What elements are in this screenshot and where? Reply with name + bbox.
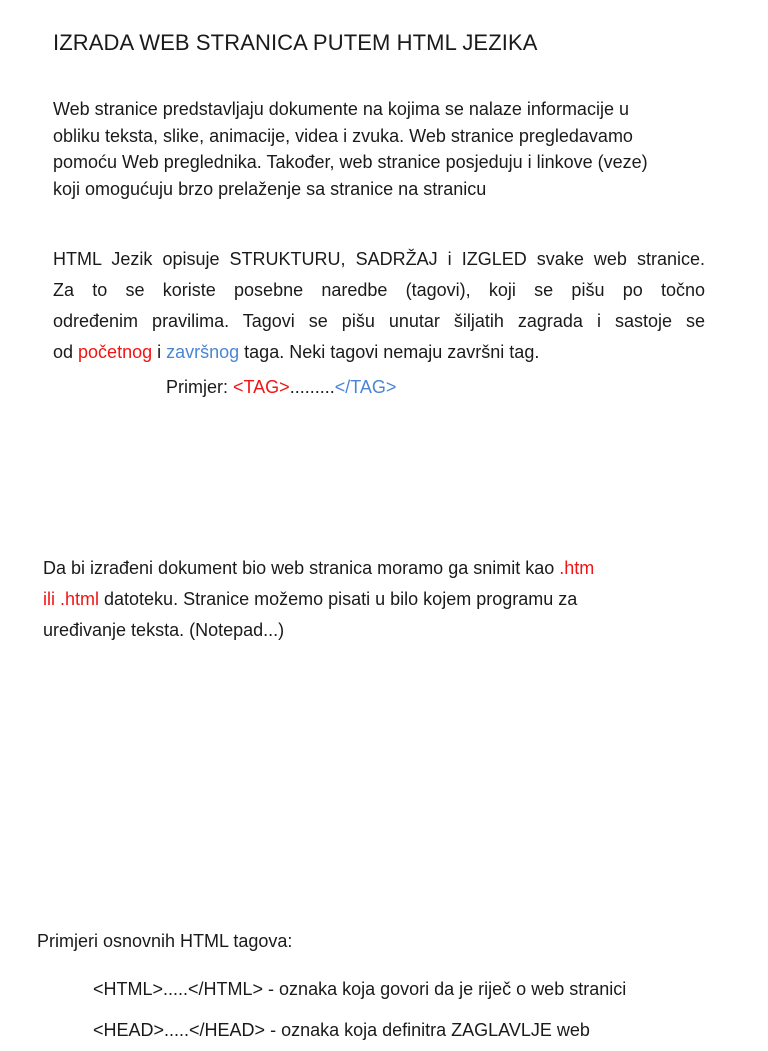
- text-fragment: Da bi izrađeni dokument bio web stranica moramo ga snimit kao: [43, 558, 560, 578]
- tag-example: [166, 377, 396, 398]
- example-dots: .........: [289, 377, 335, 397]
- html-description-line: Za to se koriste posebne naredbe (tagovi), koji se pišu po točno: [53, 280, 705, 300]
- file-extension: ili .html: [43, 589, 100, 609]
- html-description-line: HTML Jezik opisuje STRUKTURU, SADRŽAJ i IZGLED svake web stranice.: [53, 249, 705, 269]
- save-line: [43, 553, 733, 584]
- save-line: uređivanje teksta. (Notepad...): [43, 620, 285, 640]
- intro-line: pomoću Web preglednika. Također, web stranice posjeduju i linkove (veze): [53, 152, 648, 172]
- html-description-paragraph: [53, 244, 705, 368]
- tags-heading: Primjeri osnovnih HTML tagova:: [37, 931, 293, 951]
- save-line: [43, 584, 733, 615]
- page-title: IZRADA WEB STRANICA PUTEM HTML JEZIKA: [53, 30, 538, 55]
- list-item: <HTML>.....</HTML> - oznaka koja govori da je riječ o web stranici: [93, 979, 627, 999]
- intro-line: koji omogućuju brzo prelaženje sa stranice na stranicu: [53, 178, 487, 199]
- file-extension: .htm: [559, 558, 595, 578]
- example-label: Primjer:: [166, 377, 233, 397]
- example-close-tag: </TAG>: [334, 377, 397, 397]
- text-fragment: i: [152, 342, 167, 362]
- save-paragraph: [43, 553, 733, 646]
- html-description-line: [53, 337, 705, 368]
- intro-line: obliku teksta, slike, animacije, videa i zvuka. Web stranice pregledavamo: [53, 125, 633, 146]
- text-fragment: datoteku. Stranice možemo pisati u bilo kojem programu za: [99, 589, 578, 609]
- intro-paragraph: [53, 96, 743, 202]
- start-tag-word: početnog: [78, 342, 153, 362]
- example-open-tag: <TAG>: [233, 377, 290, 397]
- html-description-line: određenim pravilima. Tagovi se pišu unutar šiljatih zagrada i sastoje se: [53, 311, 705, 331]
- end-tag-word: završnog: [166, 342, 240, 362]
- tag-examples-list: [93, 969, 626, 1051]
- text-fragment: taga. Neki tagovi nemaju završni tag.: [239, 342, 540, 362]
- list-item: <HEAD>.....</HEAD> - oznaka koja definitra ZAGLAVLJE web: [93, 1020, 590, 1040]
- text-fragment: od: [53, 342, 79, 362]
- intro-line: Web stranice predstavljaju dokumente na kojima se nalaze informacije u: [53, 99, 629, 119]
